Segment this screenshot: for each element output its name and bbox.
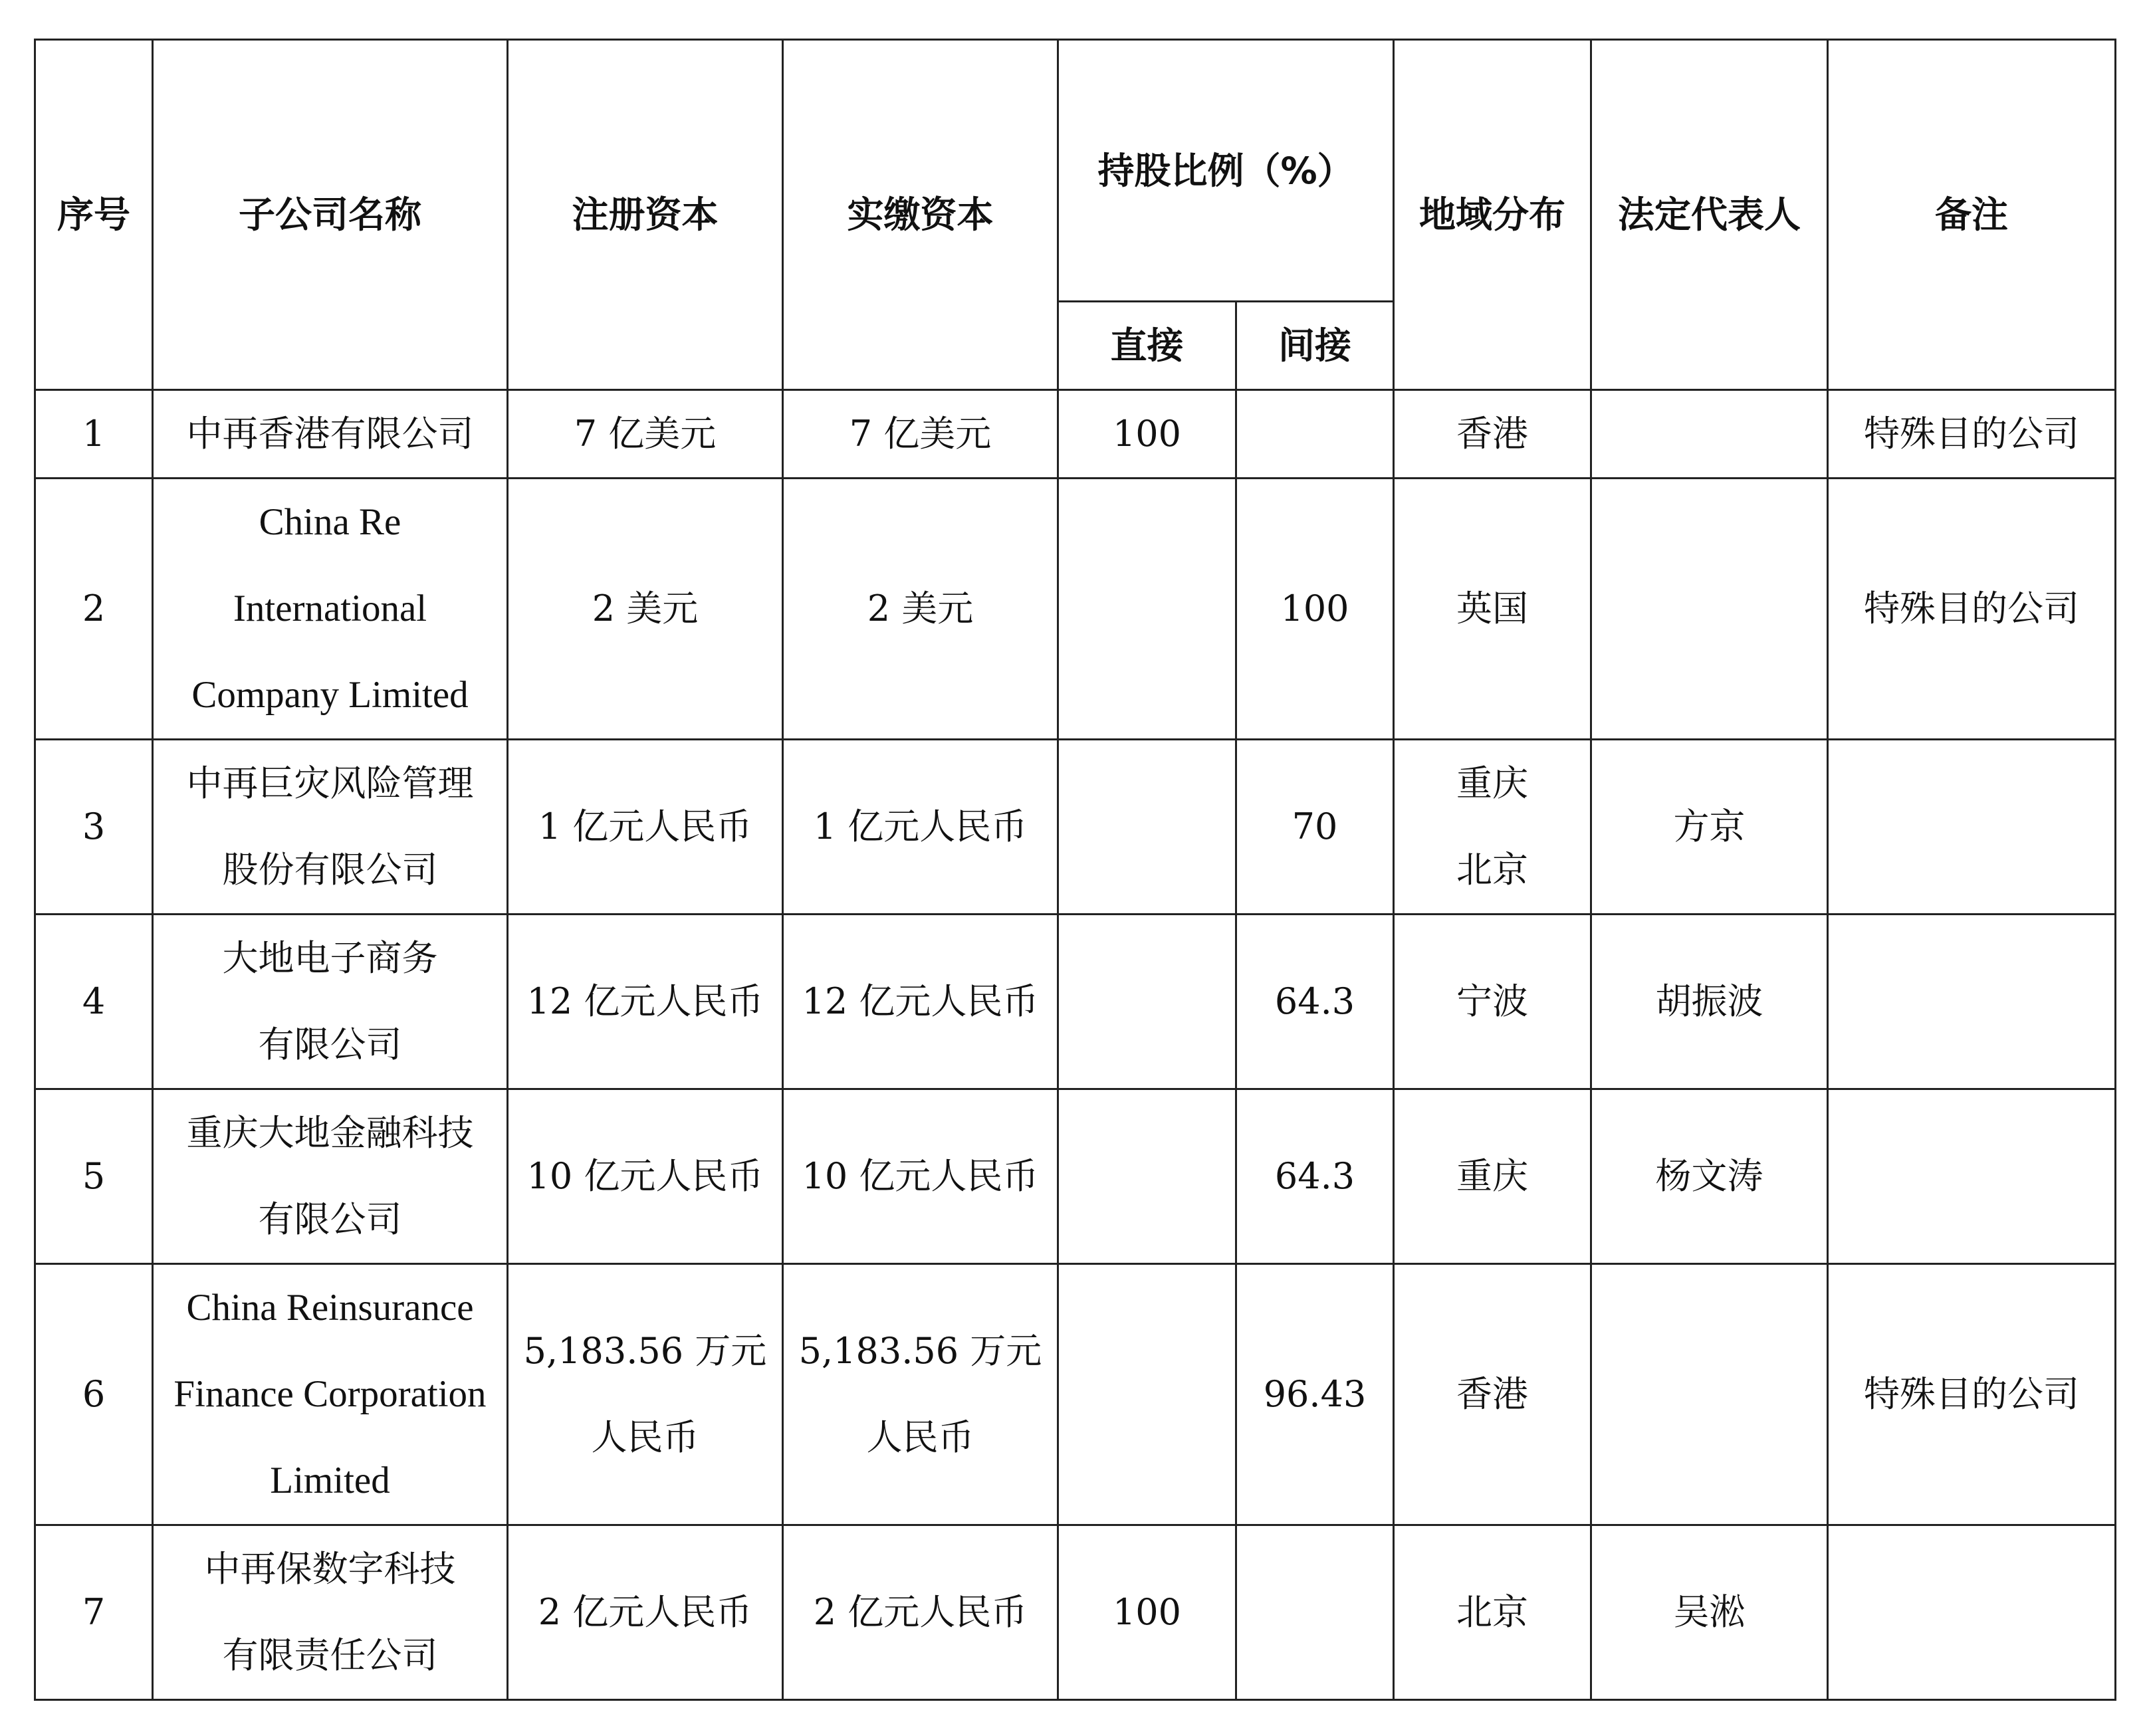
- cell-paid-in-capital: [783, 390, 1058, 479]
- cell-text-line: 7 亿美元: [849, 413, 992, 455]
- cell-text-line: 2 亿元人民币: [813, 1591, 1028, 1633]
- cell-text-line: Finance Corporation: [173, 1373, 487, 1415]
- cell-text-line: 有限责任公司: [222, 1634, 438, 1676]
- cell-text-line: 5,183.56 万元: [523, 1330, 767, 1372]
- cell-text-line: 12 亿元人民币: [802, 980, 1039, 1022]
- cell-text-line: 重庆: [1456, 762, 1529, 804]
- header-remarks: 备注: [1828, 40, 2116, 390]
- cell-text-line: 10 亿元人民币: [526, 1155, 764, 1197]
- cell-subsidiary-name: [153, 915, 508, 1089]
- table-row: [35, 915, 2116, 1089]
- cell-legal-representative: [1591, 479, 1828, 740]
- header-direct: 直接: [1058, 302, 1236, 390]
- cell-paid-in-capital: [783, 1525, 1058, 1700]
- cell-remarks: 特殊目的公司: [1828, 390, 2116, 479]
- table-row: [35, 1525, 2116, 1700]
- cell-remarks: 特殊目的公司: [1828, 1264, 2116, 1525]
- cell-text-line: Limited: [270, 1460, 390, 1501]
- cell-region: [1394, 1089, 1591, 1264]
- cell-text-line: 人民币: [591, 1416, 699, 1458]
- cell-text-line: China Reinsurance: [186, 1287, 474, 1329]
- cell-direct: [1058, 1089, 1236, 1264]
- cell-text-line: 7 亿美元: [574, 413, 717, 455]
- cell-direct: [1058, 915, 1236, 1089]
- header-legal-representative: 法定代表人: [1591, 40, 1828, 390]
- cell-subsidiary-name: [153, 740, 508, 915]
- cell-text-line: 1 亿元人民币: [813, 806, 1028, 847]
- cell-subsidiary-name: [153, 390, 508, 479]
- cell-indirect: 64.3: [1236, 1089, 1394, 1264]
- cell-seq: 3: [35, 740, 153, 915]
- cell-indirect: 96.43: [1236, 1264, 1394, 1525]
- cell-direct: 100: [1058, 1525, 1236, 1700]
- cell-text-line: 1 亿元人民币: [538, 806, 752, 847]
- cell-text-line: 有限公司: [258, 1024, 402, 1065]
- cell-text-line: 5,183.56 万元: [798, 1330, 1042, 1372]
- cell-region: [1394, 479, 1591, 740]
- cell-paid-in-capital: [783, 915, 1058, 1089]
- cell-paid-in-capital: [783, 479, 1058, 740]
- cell-seq: 2: [35, 479, 153, 740]
- cell-legal-representative: 吴淞: [1591, 1525, 1828, 1700]
- cell-region: [1394, 1525, 1591, 1700]
- cell-text-line: 中再香港有限公司: [186, 413, 474, 455]
- cell-legal-representative: 杨文涛: [1591, 1089, 1828, 1264]
- cell-remarks: 特殊目的公司: [1828, 479, 2116, 740]
- cell-text-line: China Re: [259, 501, 401, 543]
- header-subsidiary-name: 子公司名称: [153, 40, 508, 390]
- cell-region: [1394, 390, 1591, 479]
- header-paid-in-capital: 实缴资本: [783, 40, 1058, 390]
- cell-paid-in-capital: [783, 1264, 1058, 1525]
- cell-indirect: 70: [1236, 740, 1394, 915]
- cell-subsidiary-name: [153, 1264, 508, 1525]
- cell-text-line: International: [233, 588, 427, 629]
- cell-text-line: 中再保数字科技: [204, 1548, 456, 1590]
- cell-text-line: 重庆: [1456, 1155, 1529, 1197]
- cell-region: [1394, 1264, 1591, 1525]
- cell-subsidiary-name: [153, 1089, 508, 1264]
- cell-registered-capital: [508, 1525, 783, 1700]
- cell-registered-capital: [508, 915, 783, 1089]
- cell-text-line: 股份有限公司: [222, 849, 438, 891]
- cell-legal-representative: 方京: [1591, 740, 1828, 915]
- header-shareholding: 持股比例（%）: [1058, 40, 1394, 302]
- cell-remarks: [1828, 740, 2116, 915]
- cell-text-line: 香港: [1456, 413, 1529, 455]
- cell-text-line: 2 亿元人民币: [538, 1591, 752, 1633]
- cell-legal-representative: [1591, 390, 1828, 479]
- cell-region: [1394, 915, 1591, 1089]
- cell-region: [1394, 740, 1591, 915]
- cell-text-line: Company Limited: [191, 674, 469, 716]
- table-row: [35, 1089, 2116, 1264]
- table-row: [35, 1264, 2116, 1525]
- cell-text-line: 北京: [1456, 849, 1529, 891]
- cell-registered-capital: [508, 1264, 783, 1525]
- cell-text-line: 大地电子商务: [222, 937, 438, 979]
- cell-seq: 5: [35, 1089, 153, 1264]
- cell-registered-capital: [508, 479, 783, 740]
- cell-legal-representative: 胡振波: [1591, 915, 1828, 1089]
- cell-text-line: 有限公司: [258, 1198, 402, 1240]
- table-row: [35, 390, 2116, 479]
- cell-paid-in-capital: [783, 1089, 1058, 1264]
- cell-text-line: 重庆大地金融科技: [186, 1112, 474, 1154]
- cell-direct: 100: [1058, 390, 1236, 479]
- cell-seq: 7: [35, 1525, 153, 1700]
- cell-registered-capital: [508, 1089, 783, 1264]
- cell-text-line: 香港: [1456, 1373, 1529, 1415]
- cell-registered-capital: [508, 740, 783, 915]
- cell-direct: [1058, 1264, 1236, 1525]
- cell-seq: 6: [35, 1264, 153, 1525]
- cell-indirect: [1236, 390, 1394, 479]
- cell-subsidiary-name: [153, 1525, 508, 1700]
- header-region: 地域分布: [1394, 40, 1591, 390]
- cell-seq: 4: [35, 915, 153, 1089]
- cell-seq: 1: [35, 390, 153, 479]
- cell-indirect: 100: [1236, 479, 1394, 740]
- subsidiaries-table: [34, 39, 2116, 1701]
- header-seq: 序号: [35, 40, 153, 390]
- cell-text-line: 2 美元: [867, 588, 974, 629]
- cell-text-line: 英国: [1456, 588, 1529, 629]
- cell-indirect: [1236, 1525, 1394, 1700]
- cell-text-line: 宁波: [1456, 980, 1529, 1022]
- cell-text-line: 人民币: [866, 1416, 974, 1458]
- table-row: [35, 740, 2116, 915]
- cell-direct: [1058, 479, 1236, 740]
- cell-remarks: [1828, 1089, 2116, 1264]
- cell-text-line: 12 亿元人民币: [526, 980, 764, 1022]
- header-indirect: 间接: [1236, 302, 1394, 390]
- cell-legal-representative: [1591, 1264, 1828, 1525]
- cell-text-line: 北京: [1456, 1591, 1529, 1633]
- cell-subsidiary-name: [153, 479, 508, 740]
- table-row: [35, 479, 2116, 740]
- cell-text-line: 中再巨灾风险管理: [186, 762, 474, 804]
- cell-indirect: 64.3: [1236, 915, 1394, 1089]
- cell-remarks: [1828, 1525, 2116, 1700]
- header-row: [35, 40, 2116, 302]
- cell-remarks: [1828, 915, 2116, 1089]
- cell-paid-in-capital: [783, 740, 1058, 915]
- cell-registered-capital: [508, 390, 783, 479]
- header-registered-capital: 注册资本: [508, 40, 783, 390]
- cell-text-line: 2 美元: [592, 588, 699, 629]
- cell-text-line: 10 亿元人民币: [802, 1155, 1039, 1197]
- cell-direct: [1058, 740, 1236, 915]
